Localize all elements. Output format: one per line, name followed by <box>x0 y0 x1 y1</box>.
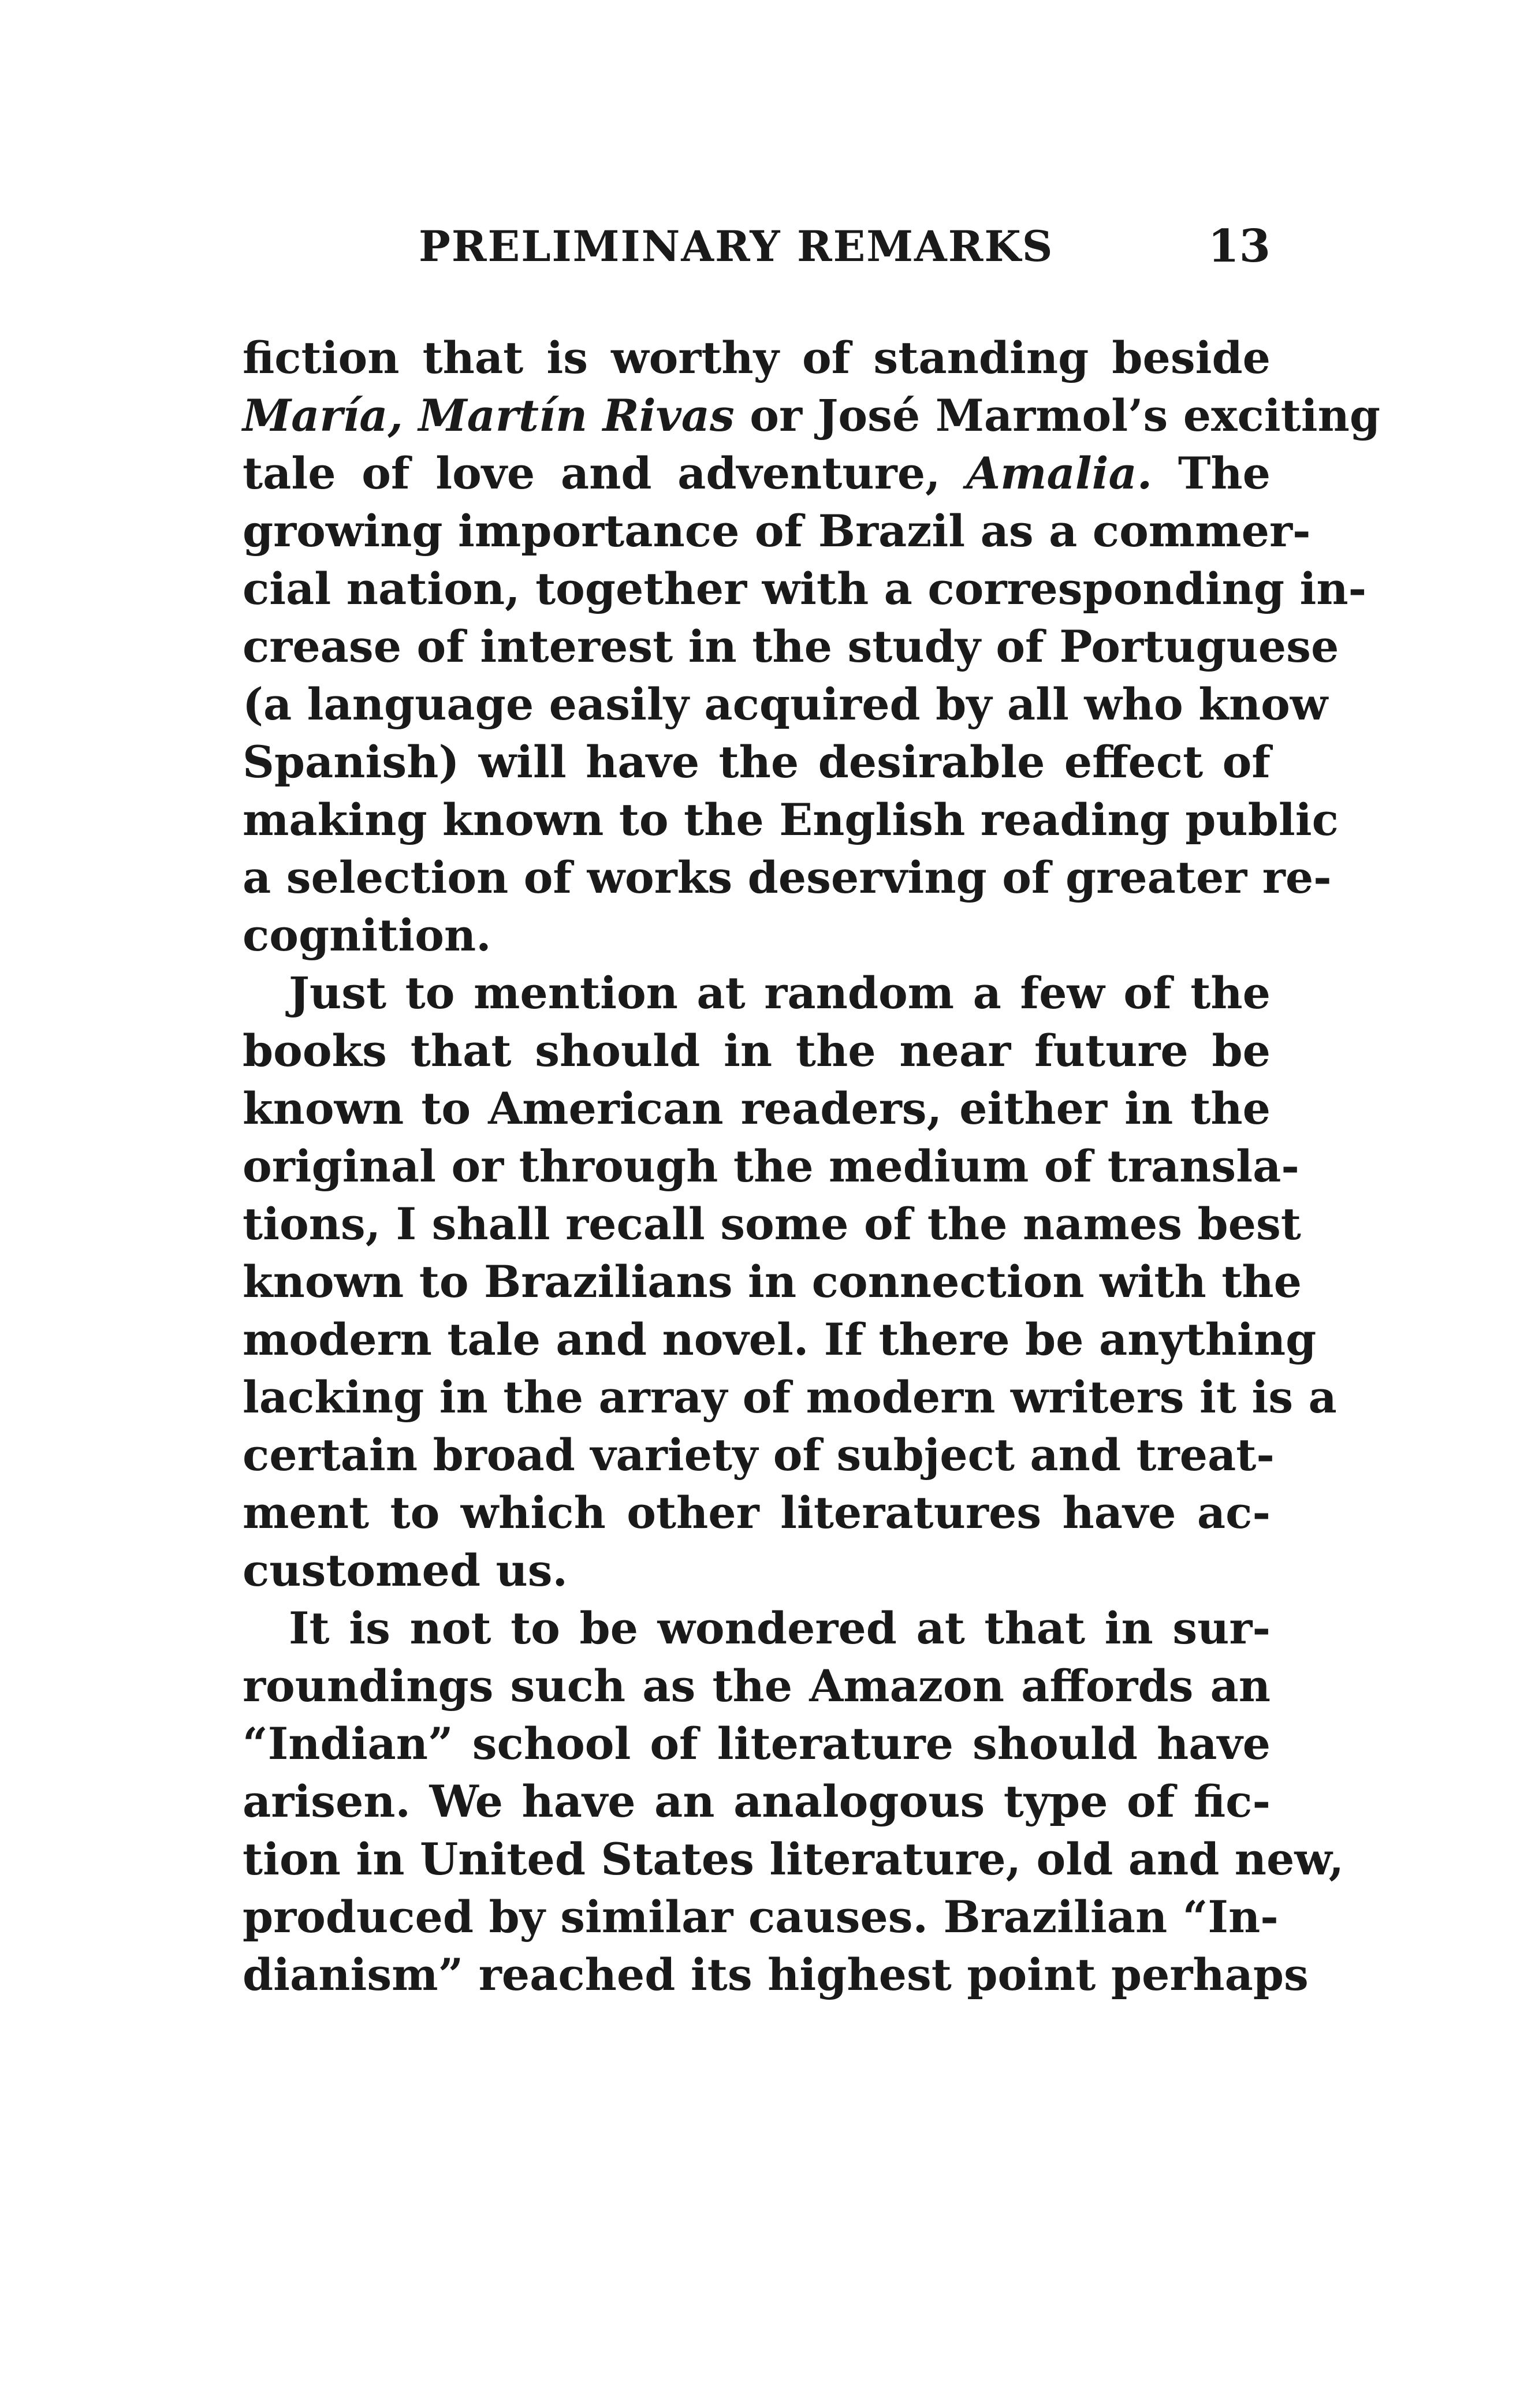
text-line <box>243 445 1271 502</box>
paragraph-3 <box>243 1600 1344 2004</box>
text-line: (a language easily acquired by all who know <box>243 679 1328 730</box>
text-line: arisen. We have an analogous type of fic- <box>243 1776 1271 1827</box>
text-line: ment to which other literatures have ac- <box>243 1487 1271 1538</box>
text-line: known to Brazilians in connection with the <box>243 1256 1302 1307</box>
text-line: “Indian” school of literature should have <box>243 1718 1271 1769</box>
text-line: making known to the English reading public <box>243 794 1339 845</box>
text-line: It is not to be wondered at that in sur- <box>289 1602 1271 1654</box>
text-line: a selection of works deserving of greater re- <box>243 852 1332 903</box>
text-line: crease of interest in the study of Portuguese <box>243 621 1339 672</box>
text-line: customed us. <box>243 1545 568 1596</box>
text-line: books that should in the near future be <box>243 1025 1271 1076</box>
text-line: modern tale and novel. If there be anything <box>243 1314 1317 1365</box>
text-line: Spanish) will have the desirable effect of <box>243 736 1271 788</box>
text-line: fiction that is worthy of standing beside <box>243 332 1271 383</box>
text-line: known to American readers, either in the <box>243 1083 1271 1134</box>
text-line: original or through the medium of transla- <box>243 1140 1299 1192</box>
running-head <box>243 215 1271 278</box>
text-run: or José Marmol’s exciting <box>734 390 1380 441</box>
paragraph-2 <box>243 964 1337 1600</box>
text-line: produced by similar causes. Brazilian “In- <box>243 1891 1279 1943</box>
text-line: roundings such as the Amazon affords an <box>243 1660 1271 1712</box>
text-run: The <box>1152 448 1271 499</box>
text-line <box>243 387 1380 445</box>
text-line: lacking in the array of modern writers it is a <box>243 1371 1337 1423</box>
text-line: dianism” reached its highest point perhaps <box>243 1949 1309 2000</box>
text-line: Just to mention at random a few of the <box>289 967 1271 1019</box>
italic-title-martin-rivas: Martín Rivas <box>418 390 735 441</box>
text-line: tion in United States literature, old and new, <box>243 1833 1344 1885</box>
body-text <box>243 329 1380 2004</box>
text-line: certain broad variety of subject and treat- <box>243 1429 1275 1481</box>
text-line: cognition. <box>243 909 491 961</box>
page-number: 13 <box>1208 220 1271 273</box>
text-line: growing importance of Brazil as a commer- <box>243 505 1311 557</box>
text-line: cial nation, together with a corresponding in- <box>243 563 1367 614</box>
paragraph-1 <box>243 329 1380 964</box>
running-title: PRELIMINARY REMARKS <box>419 222 1054 271</box>
italic-title-amalia: Amalia. <box>966 448 1153 499</box>
italic-title-maria: María, <box>243 390 403 441</box>
text-run: tale of love and adventure, <box>243 448 967 499</box>
text-line: tions, I shall recall some of the names best <box>243 1198 1301 1250</box>
